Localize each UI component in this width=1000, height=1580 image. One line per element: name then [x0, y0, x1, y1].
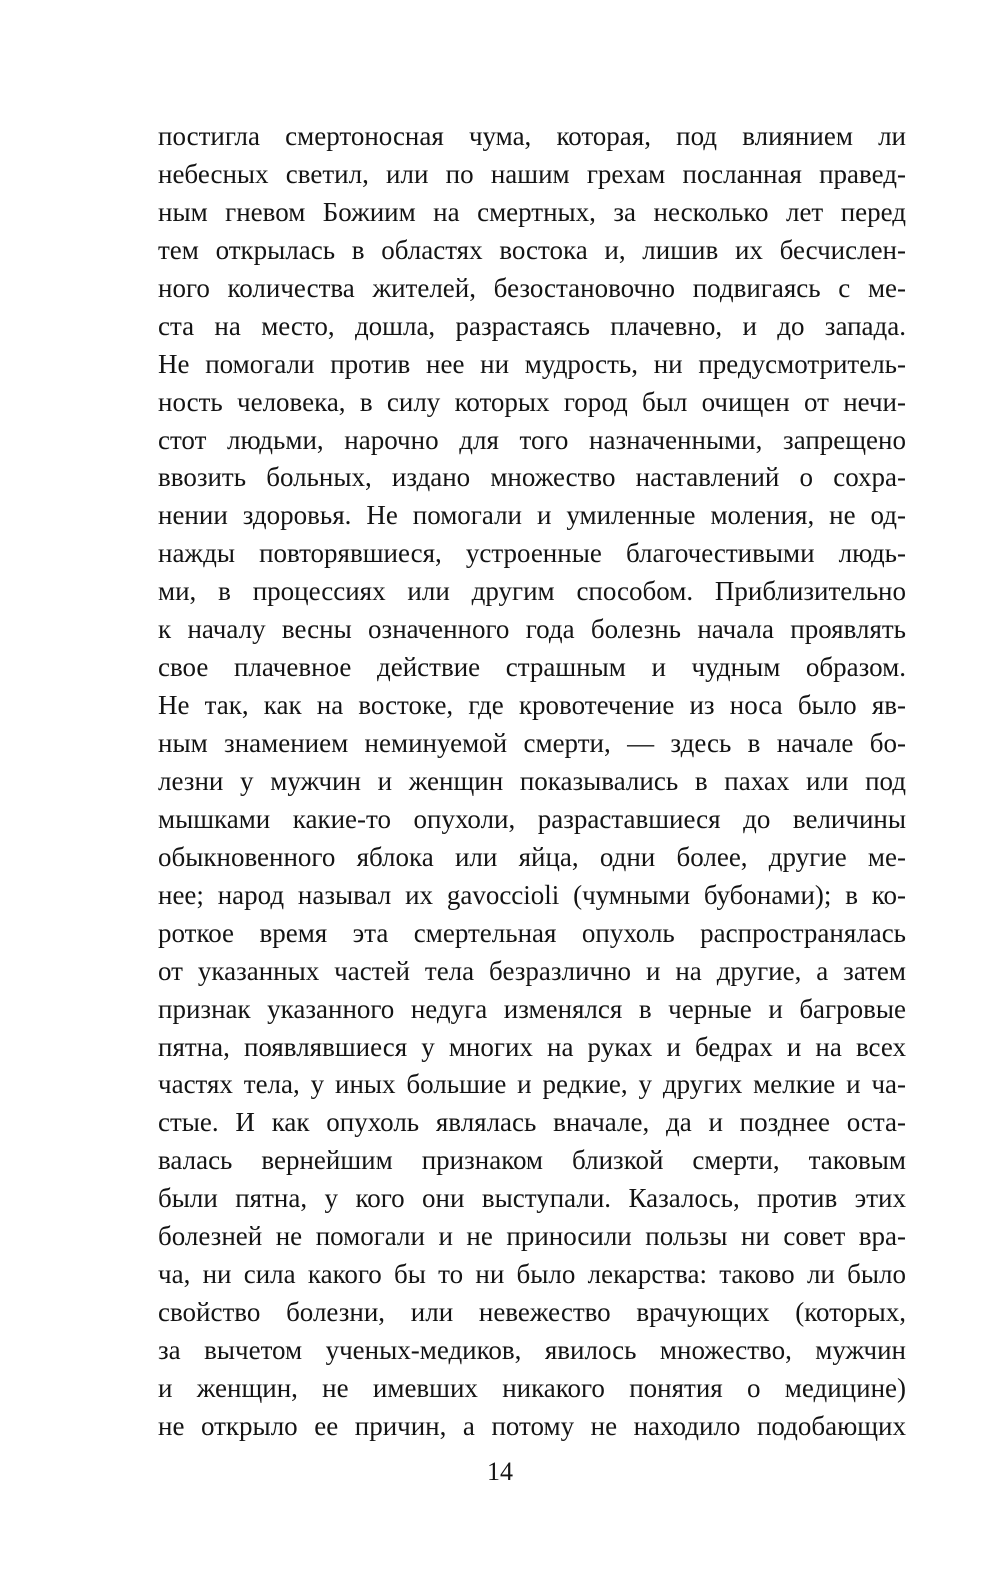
text-line: пятна, появлявшиеся у многих на руках и бедрах и на всех: [158, 1031, 906, 1062]
text-line: Не так, как на востоке, где кровотечение из носа было яв-: [158, 690, 906, 721]
text-line: частях тела, у иных большие и редкие, у других мелкие и ча-: [158, 1069, 906, 1100]
body-text: [158, 118, 906, 1446]
text-line: обыкновенного яблока или яйца, одни более, другие ме-: [158, 841, 906, 872]
text-line: признак указанного недуга изменялся в черные и багровые: [158, 993, 906, 1024]
text-line: ного количества жителей, безостановочно подвигаясь с ме-: [158, 272, 906, 303]
text-line: нажды повторявшиеся, устроенные благочестивыми людь-: [158, 538, 906, 569]
text-line: к началу весны означенного года болезнь начала проявлять: [158, 614, 906, 645]
text-line: нении здоровья. Не помогали и умиленные моления, не од-: [158, 500, 906, 531]
text-line: ввозить больных, издано множество наставлений о сохра-: [158, 462, 906, 493]
text-line: Не помогали против нее ни мудрость, ни предусмотритель-: [158, 348, 906, 379]
text-line: за вычетом ученых-медиков, явилось множество, мужчин: [158, 1335, 906, 1365]
text-line: ча, ни сила какого бы то ни было лекарства: таково ли было: [158, 1259, 906, 1290]
text-line: лезни у мужчин и женщин показывались в пахах или под: [158, 765, 906, 796]
text-line: ным гневом Божиим на смертных, за несколько лет перед: [158, 196, 906, 227]
text-line: были пятна, у кого они выступали. Казалось, против этих: [158, 1183, 906, 1214]
text-line: болезней не помогали и не приносили пользы ни совет вра-: [158, 1221, 906, 1252]
text-line: стые. И как опухоль являлась вначале, да и позднее оста-: [158, 1107, 906, 1138]
text-line: свойство болезни, или невежество врачующих (которых,: [158, 1297, 906, 1328]
text-line: ным знамением неминуемой смерти, — здесь в начале бо-: [158, 728, 906, 758]
text-line: ность человека, в силу которых город был очищен от нечи-: [158, 386, 906, 417]
page-number: 14: [487, 1457, 513, 1486]
text-line: не открыло ее причин, а потому не находило подобающих: [158, 1410, 906, 1441]
text-line: тем открылась в областях востока и, лишив их бесчислен-: [158, 234, 906, 265]
text-line: постигла смертоносная чума, которая, под влиянием ли: [158, 121, 906, 151]
text-line: стот людьми, нарочно для того назначенными, запрещено: [158, 424, 906, 455]
text-line: ста на место, дошла, разрастаясь плачевно, и до запада.: [158, 310, 906, 341]
text-line: небесных светил, или по нашим грехам посланная правед-: [158, 158, 906, 189]
text-line: ми, в процессиях или другим способом. Приблизительно: [158, 576, 906, 607]
text-line: валась вернейшим признаком близкой смерти, таковым: [158, 1145, 906, 1176]
text-line: и женщин, не имевших никакого понятия о медицине): [158, 1372, 906, 1403]
text-line: свое плачевное действие страшным и чудным образом.: [158, 652, 906, 683]
text-line: нее; народ называл их gavoccioli (чумными бубонами); в ко-: [158, 879, 906, 910]
text-line: роткое время эта смертельная опухоль распространялась: [158, 917, 906, 948]
text-line: от указанных частей тела безразлично и на другие, а затем: [158, 955, 906, 986]
text-line: мышками какие-то опухоли, разраставшиеся до величины: [158, 803, 906, 834]
